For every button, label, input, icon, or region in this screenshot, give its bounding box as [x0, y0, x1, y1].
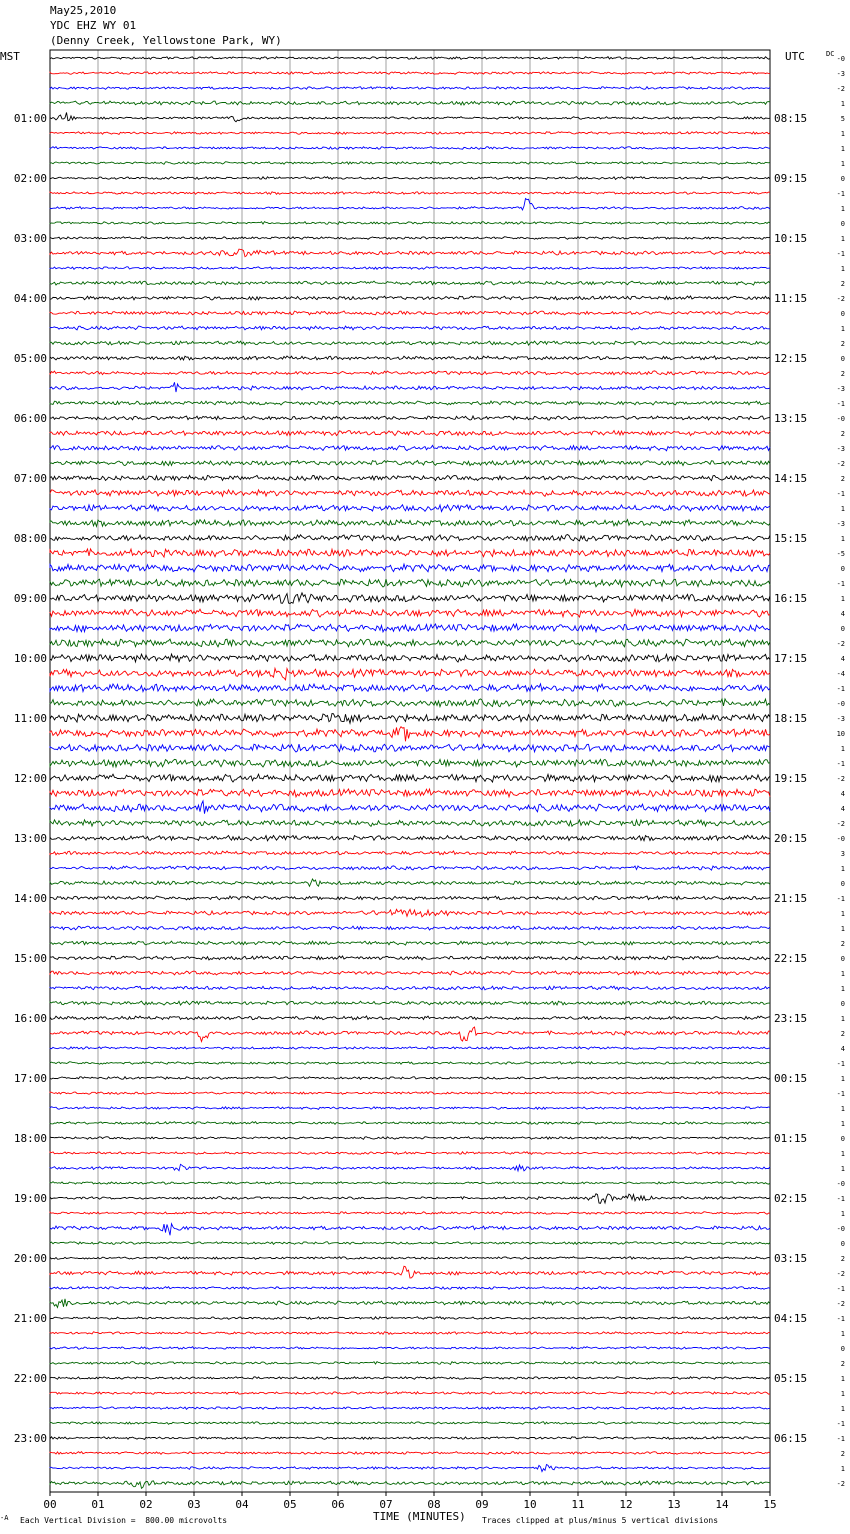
dc-offset-label: 1 [840, 1330, 845, 1338]
right-hour-label: 04:15 [774, 1312, 808, 1325]
dc-offset-label: 0 [840, 565, 845, 573]
x-tick-label: 03 [187, 1498, 201, 1511]
vertical-division-note: Each Vertical Division = 800.00 microvolts [20, 1516, 228, 1525]
dc-offset-label: -0 [836, 55, 845, 63]
seismic-trace [50, 87, 770, 90]
dc-offset-label: 1 [840, 1150, 845, 1158]
dc-offset-label: 1 [840, 145, 845, 153]
dc-offset-label: 2 [840, 1030, 845, 1038]
seismic-trace [50, 564, 770, 572]
x-tick-label: 02 [139, 1498, 153, 1511]
dc-offset-label: -3 [836, 445, 845, 453]
dc-offset-label: -2 [836, 1270, 845, 1278]
seismic-trace [50, 431, 770, 436]
x-tick-label: 13 [667, 1498, 681, 1511]
dc-offset-label: 10 [836, 730, 845, 738]
seismic-trace [50, 820, 770, 827]
dc-offset-label: 2 [840, 1360, 845, 1368]
seismic-trace [50, 113, 770, 122]
dc-offset-label: -2 [836, 460, 845, 468]
seismic-trace [50, 609, 770, 617]
seismic-trace [50, 535, 770, 542]
seismic-trace [50, 132, 770, 135]
right-hour-label: 19:15 [774, 772, 808, 785]
dc-offset-label: 2 [840, 1255, 845, 1263]
left-hour-label: 01:00 [13, 112, 47, 125]
right-hour-label: 13:15 [774, 412, 808, 425]
seismic-trace [50, 789, 770, 797]
left-hour-label: 02:00 [13, 172, 47, 185]
seismic-trace [50, 1062, 770, 1065]
left-zone-label: MST [0, 50, 20, 63]
dc-offset-label: 2 [840, 370, 845, 378]
seismic-trace [50, 1164, 770, 1171]
dc-offset-label: 3 [840, 850, 845, 858]
right-hour-label: 09:15 [774, 172, 808, 185]
seismic-trace [50, 896, 770, 900]
header-date: May25,2010 [50, 4, 117, 17]
x-tick-label: 14 [715, 1498, 729, 1511]
dc-offset-label: -1 [836, 400, 845, 408]
dc-offset-label: 1 [840, 1075, 845, 1083]
left-hour-label: 08:00 [13, 532, 47, 545]
dc-offset-label: 1 [840, 1120, 845, 1128]
dc-offset-label: -1 [836, 895, 845, 903]
time-axis-label: TIME (MINUTES) [373, 1510, 466, 1523]
dc-offset-label: 1 [840, 235, 845, 243]
seismic-trace [50, 1481, 770, 1488]
dc-offset-label: -1 [836, 1420, 845, 1428]
left-hour-label: 19:00 [13, 1192, 47, 1205]
seismic-trace [50, 714, 770, 724]
dc-offset-label: -5 [836, 550, 845, 558]
dc-offset-label: -0 [836, 835, 845, 843]
x-tick-label: 04 [235, 1498, 249, 1511]
dc-offset-label: -1 [836, 1315, 845, 1323]
dc-offset-label: -2 [836, 820, 845, 828]
left-hour-label: 03:00 [13, 232, 47, 245]
dc-offset-label: 1 [840, 505, 845, 513]
dc-offset-label: 1 [840, 1210, 845, 1218]
seismic-trace [50, 356, 770, 360]
seismic-trace [50, 382, 770, 392]
seismic-trace [50, 1027, 770, 1042]
dc-offset-label: -1 [836, 1195, 845, 1203]
seismic-trace [50, 101, 770, 105]
dc-offset-label: -0 [836, 1225, 845, 1233]
x-tick-label: 07 [379, 1498, 393, 1511]
seismic-trace [50, 909, 770, 917]
seismic-trace [50, 549, 770, 557]
seismic-trace [50, 237, 770, 240]
seismic-trace [50, 1407, 770, 1410]
dc-offset-label: 2 [840, 940, 845, 948]
dc-offset-label: -1 [836, 1090, 845, 1098]
left-hour-label: 20:00 [13, 1252, 47, 1265]
seismic-trace [50, 759, 770, 767]
seismic-trace [50, 971, 770, 975]
dc-offset-label: 1 [840, 100, 845, 108]
right-hour-label: 10:15 [774, 232, 808, 245]
dc-offset-label: 1 [840, 1375, 845, 1383]
dc-offset-label: -0 [836, 700, 845, 708]
left-hour-label: 15:00 [13, 952, 47, 965]
seismic-trace [50, 1465, 770, 1472]
seismic-trace [50, 1137, 770, 1140]
seismic-trace [50, 956, 770, 960]
dc-offset-label: 0 [840, 955, 845, 963]
seismic-trace [50, 475, 770, 480]
seismic-trace [50, 1437, 770, 1440]
left-hour-label: 13:00 [13, 832, 47, 845]
dc-offset-label: 0 [840, 1135, 845, 1143]
seismic-trace [50, 222, 770, 225]
seismic-trace [50, 1347, 770, 1350]
seismic-trace [50, 1194, 770, 1204]
seismic-trace [50, 192, 770, 195]
dc-offset-label: 1 [840, 1465, 845, 1473]
dc-offset-label: 4 [840, 1045, 845, 1053]
right-hour-label: 05:15 [774, 1372, 808, 1385]
dc-offset-label: 2 [840, 340, 845, 348]
left-hour-label: 22:00 [13, 1372, 47, 1385]
seismic-trace [50, 1242, 770, 1245]
dc-offset-label: 1 [840, 130, 845, 138]
right-hour-label: 02:15 [774, 1192, 808, 1205]
dc-offset-label: -1 [836, 1435, 845, 1443]
seismic-trace [50, 311, 770, 315]
right-zone-label: UTC [785, 50, 805, 63]
left-hour-label: 18:00 [13, 1132, 47, 1145]
seismic-trace [50, 267, 770, 270]
dc-offset-label: 1 [840, 205, 845, 213]
left-hour-label: 14:00 [13, 892, 47, 905]
seismic-trace [50, 1392, 770, 1395]
seismic-trace [50, 986, 770, 990]
dc-offset-label: 0 [840, 1000, 845, 1008]
seismic-trace [50, 593, 770, 604]
x-tick-label: 09 [475, 1498, 489, 1511]
dc-offset-label: -3 [836, 385, 845, 393]
dc-offset-label: 0 [840, 1345, 845, 1353]
left-hour-label: 10:00 [13, 652, 47, 665]
dc-offset-label: -0 [836, 1180, 845, 1188]
dc-offset-label: -1 [836, 685, 845, 693]
left-hour-label: 06:00 [13, 412, 47, 425]
seismic-trace [50, 1016, 770, 1020]
left-hour-label: 16:00 [13, 1012, 47, 1025]
dc-offset-label: 0 [840, 355, 845, 363]
dc-offset-label: 1 [840, 1105, 845, 1113]
left-hour-label: 09:00 [13, 592, 47, 605]
left-hour-label: 05:00 [13, 352, 47, 365]
dc-offset-label: 0 [840, 310, 845, 318]
dc-offset-label: 0 [840, 175, 845, 183]
dc-offset-label: 1 [840, 1165, 845, 1173]
dc-offset-label: -2 [836, 1300, 845, 1308]
dc-offset-label: -2 [836, 295, 845, 303]
seismic-trace [50, 879, 770, 886]
clip-note: Traces clipped at plus/minus 5 vertical divisions [482, 1516, 719, 1525]
seismic-trace [50, 684, 770, 692]
dc-offset-label: 4 [840, 805, 845, 813]
dc-offset-label: -2 [836, 85, 845, 93]
right-hour-label: 00:15 [774, 1072, 808, 1085]
seismic-trace [50, 72, 770, 75]
dc-offset-label: 1 [840, 1390, 845, 1398]
header-location: (Denny Creek, Yellowstone Park, WY) [50, 34, 282, 47]
dc-offset-label: -1 [836, 1060, 845, 1068]
right-hour-label: 21:15 [774, 892, 808, 905]
dc-offset-label: 1 [840, 160, 845, 168]
left-hour-label: 17:00 [13, 1072, 47, 1085]
seismic-trace [50, 1362, 770, 1365]
dc-offset-label: -3 [836, 520, 845, 528]
dc-offset-label: 1 [840, 265, 845, 273]
seismic-trace [50, 520, 770, 527]
dc-offset-label: -2 [836, 1480, 845, 1488]
dc-offset-label: 2 [840, 1450, 845, 1458]
right-hour-label: 17:15 [774, 652, 808, 665]
dc-offset-label: -4 [836, 670, 845, 678]
right-hour-label: 08:15 [774, 112, 808, 125]
left-hour-label: 04:00 [13, 292, 47, 305]
right-hour-label: 06:15 [774, 1432, 808, 1445]
seismic-trace [50, 1122, 770, 1125]
seismic-trace [50, 199, 770, 210]
dc-offset-label: 1 [840, 1405, 845, 1413]
dc-offset-label: 1 [840, 970, 845, 978]
seismic-trace [50, 281, 770, 285]
right-hour-label: 16:15 [774, 592, 808, 605]
seismic-trace [50, 57, 770, 60]
dc-offset-label: 1 [840, 325, 845, 333]
seismic-trace [50, 1107, 770, 1110]
seismic-trace [50, 341, 770, 345]
dc-offset-label: -1 [836, 760, 845, 768]
seismic-trace [50, 1422, 770, 1425]
header-station: YDC EHZ WY 01 [50, 19, 137, 32]
left-hour-label: 21:00 [13, 1312, 47, 1325]
seismic-trace [50, 1047, 770, 1050]
seismic-trace [50, 1212, 770, 1215]
seismic-trace [50, 162, 770, 165]
seismic-trace [50, 147, 770, 150]
dc-offset-label: -0 [836, 415, 845, 423]
dc-offset-label: 4 [840, 655, 845, 663]
seismic-trace [50, 866, 770, 870]
seismic-trace [50, 1092, 770, 1095]
right-hour-label: 14:15 [774, 472, 808, 485]
seismic-trace [50, 851, 770, 855]
seismic-trace [50, 1299, 770, 1308]
dc-offset-label: -1 [836, 250, 845, 258]
right-hour-label: 15:15 [774, 532, 808, 545]
x-tick-label: 05 [283, 1498, 297, 1511]
dc-offset-label: 1 [840, 1015, 845, 1023]
right-hour-label: 03:15 [774, 1252, 808, 1265]
seismic-trace [50, 505, 770, 512]
dc-label: DC [826, 50, 835, 58]
seismic-trace [50, 249, 770, 257]
dc-offset-label: -1 [836, 490, 845, 498]
seismic-trace [50, 460, 770, 465]
seismic-trace [50, 401, 770, 405]
dc-offset-label: 4 [840, 790, 845, 798]
dc-offset-label: 1 [840, 535, 845, 543]
seismic-trace [50, 744, 770, 752]
seismic-trace [50, 801, 770, 814]
dc-offset-label: 2 [840, 430, 845, 438]
x-tick-label: 12 [619, 1498, 633, 1511]
left-hour-label: 11:00 [13, 712, 47, 725]
x-tick-label: 08 [427, 1498, 441, 1511]
seismic-trace [50, 1266, 770, 1278]
seismic-trace [50, 941, 770, 945]
seismic-trace [50, 668, 770, 680]
dc-offset-label: -1 [836, 190, 845, 198]
seismic-trace [50, 1152, 770, 1155]
right-hour-label: 18:15 [774, 712, 808, 725]
seismic-trace [50, 1377, 770, 1380]
right-hour-label: 11:15 [774, 292, 808, 305]
dc-offset-label: -2 [836, 775, 845, 783]
dc-offset-label: 1 [840, 910, 845, 918]
dc-offset-label: -3 [836, 715, 845, 723]
x-tick-label: 11 [571, 1498, 585, 1511]
seismic-trace [50, 774, 770, 782]
x-tick-label: 06 [331, 1498, 345, 1511]
seismic-trace [50, 624, 770, 632]
dc-offset-label: 1 [840, 595, 845, 603]
dc-offset-label: -1 [836, 580, 845, 588]
seismic-trace [50, 1001, 770, 1005]
dc-offset-label: 1 [840, 985, 845, 993]
seismic-trace [50, 177, 770, 180]
left-hour-label: 23:00 [13, 1432, 47, 1445]
seismic-trace [50, 699, 770, 707]
dc-offset-label: 1 [840, 865, 845, 873]
seismic-trace [50, 416, 770, 420]
seismic-trace [50, 1332, 770, 1335]
seismic-trace [50, 445, 770, 450]
right-hour-label: 12:15 [774, 352, 808, 365]
dc-offset-label: 0 [840, 625, 845, 633]
seismic-trace [50, 727, 770, 742]
dc-offset-label: 0 [840, 880, 845, 888]
seismic-trace [50, 490, 770, 497]
seismic-trace [50, 1452, 770, 1455]
seismic-trace [50, 371, 770, 375]
seismic-trace [50, 296, 770, 300]
scale-mark: -A [0, 1514, 9, 1522]
x-tick-label: 00 [43, 1498, 57, 1511]
dc-offset-label: -3 [836, 70, 845, 78]
seismic-trace [50, 654, 770, 662]
right-hour-label: 01:15 [774, 1132, 808, 1145]
dc-offset-label: 0 [840, 1240, 845, 1248]
seismic-trace [50, 1257, 770, 1260]
seismic-trace [50, 1224, 770, 1236]
x-tick-label: 01 [91, 1498, 105, 1511]
x-tick-label: 15 [763, 1498, 777, 1511]
dc-offset-label: 5 [840, 115, 845, 123]
dc-offset-label: 1 [840, 925, 845, 933]
dc-offset-label: 2 [840, 280, 845, 288]
dc-offset-label: -1 [836, 1285, 845, 1293]
seismic-trace [50, 1287, 770, 1290]
left-hour-label: 07:00 [13, 472, 47, 485]
x-tick-label: 10 [523, 1498, 537, 1511]
seismic-trace [50, 835, 770, 841]
seismic-trace [50, 1317, 770, 1320]
seismic-trace [50, 1077, 770, 1080]
right-hour-label: 20:15 [774, 832, 808, 845]
right-hour-label: 23:15 [774, 1012, 808, 1025]
left-hour-label: 12:00 [13, 772, 47, 785]
dc-offset-label: 4 [840, 610, 845, 618]
seismic-trace [50, 1182, 770, 1185]
dc-offset-label: 1 [840, 745, 845, 753]
dc-offset-label: 2 [840, 475, 845, 483]
seismic-trace [50, 639, 770, 647]
right-hour-label: 22:15 [774, 952, 808, 965]
seismic-trace [50, 326, 770, 330]
seismic-trace [50, 926, 770, 930]
dc-offset-label: 0 [840, 220, 845, 228]
dc-offset-label: -2 [836, 640, 845, 648]
seismic-trace [50, 579, 770, 587]
